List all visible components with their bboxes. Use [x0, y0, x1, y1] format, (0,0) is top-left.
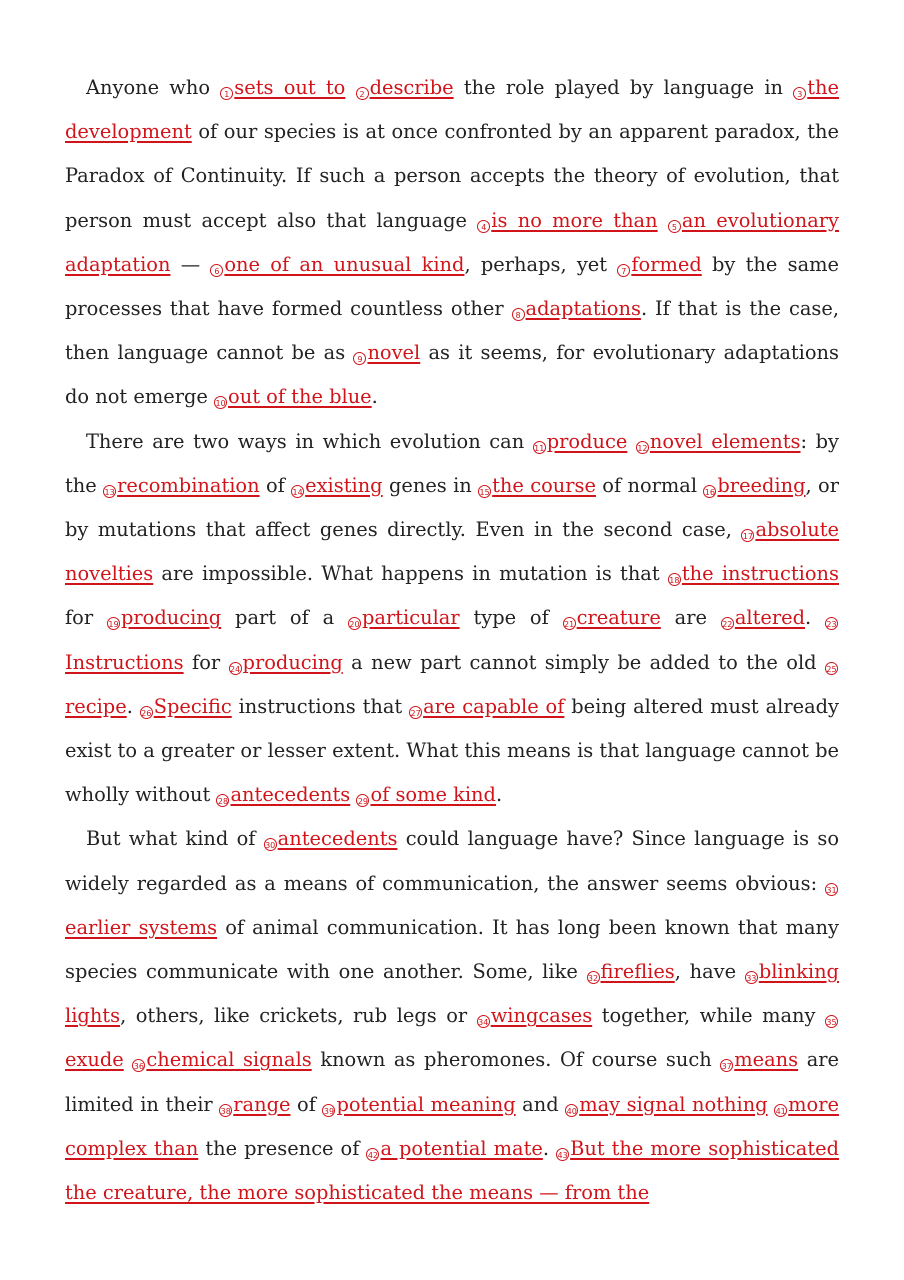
- marker-number-28: 28: [216, 794, 229, 807]
- marker-number-12: 12: [636, 441, 649, 454]
- marker-number-10: 10: [214, 396, 227, 409]
- marked-phrase-14: existing: [305, 473, 383, 497]
- marked-phrase-17: absolute novelties: [65, 518, 839, 586]
- text-run: as it seems, for evolutionary adaptations do not emerge: [65, 341, 839, 409]
- text-run: genes in: [382, 473, 479, 497]
- text-run: by the same processes that have formed countless other: [65, 252, 840, 321]
- marked-phrase-28: antecedents: [230, 783, 351, 807]
- marked-phrase-38: range: [233, 1092, 291, 1116]
- marker-number-13: 13: [103, 485, 116, 498]
- marked-phrase-19: producing: [120, 606, 222, 630]
- marked-phrase-8: adaptations: [525, 297, 641, 321]
- marked-phrase-31: earlier systems: [65, 915, 218, 939]
- marker-number-34: 34: [477, 1015, 490, 1028]
- text-run: [124, 1048, 133, 1071]
- text-run: for: [183, 650, 229, 674]
- marked-phrase-40: may signal nothing: [579, 1092, 768, 1116]
- marked-phrase-11: produce: [546, 429, 628, 453]
- marker-number-32: 32: [587, 971, 600, 984]
- marker-number-5: 5: [668, 220, 681, 233]
- text-run: of our species is at once confronted by an apparent paradox, the Paradox of Continuity. If such a person accepts the theory of evolution, that person must accept also that language: [65, 120, 839, 232]
- marker-number-39: 39: [322, 1104, 335, 1117]
- marker-number-24: 24: [229, 662, 242, 675]
- text-run: [627, 430, 636, 453]
- text-run: , perhaps, yet: [464, 252, 618, 276]
- marker-number-16: 16: [703, 485, 716, 498]
- text-run: .: [371, 385, 378, 409]
- text-run: instructions that: [231, 694, 410, 718]
- paragraph-2: [65, 420, 839, 818]
- marker-number-30: 30: [264, 838, 277, 851]
- marked-phrase-22: altered: [734, 606, 805, 630]
- text-run: Anyone who: [86, 76, 221, 99]
- marker-number-33: 33: [745, 971, 758, 984]
- marker-number-27: 27: [409, 706, 422, 719]
- text-run: , others, like crickets, rub legs or: [120, 1004, 477, 1028]
- text-run: known as pheromones. Of course such: [311, 1048, 721, 1072]
- marked-phrase-21: creature: [576, 606, 661, 630]
- marker-number-8: 8: [512, 308, 525, 321]
- marked-phrase-4: is no more than: [491, 208, 658, 232]
- marker-number-37: 37: [720, 1059, 733, 1072]
- text-run: There are two ways in which evolution can: [86, 429, 533, 453]
- marker-number-43: 43: [556, 1148, 569, 1161]
- text-run: .: [495, 783, 503, 807]
- text-run: and: [515, 1092, 566, 1116]
- marked-phrase-2: describe: [369, 76, 454, 99]
- marker-number-7: 7: [617, 264, 630, 277]
- text-run: .: [542, 1136, 557, 1160]
- marker-number-2: 2: [356, 87, 369, 100]
- marked-phrase-16: breeding: [717, 473, 806, 497]
- marked-phrase-41: more complex than: [65, 1092, 839, 1160]
- text-run: .: [805, 606, 825, 630]
- marked-phrase-5: an evolutionary adaptation: [65, 208, 840, 276]
- marked-phrase-1: sets out to: [234, 76, 346, 99]
- marker-number-14: 14: [291, 485, 304, 498]
- text-run: [345, 76, 355, 99]
- marked-phrase-29: of some kind: [370, 783, 496, 807]
- marker-number-19: 19: [107, 617, 120, 630]
- marker-number-25: 25: [825, 662, 838, 675]
- marked-phrase-25: recipe: [65, 694, 127, 718]
- marker-number-22: 22: [721, 617, 734, 630]
- marked-phrase-34: wingcases: [490, 1004, 593, 1028]
- text-run: being altered must already exist to a greater or lesser extent. What this means is that language cannot be wholly without: [65, 694, 840, 807]
- marker-number-9: 9: [353, 352, 366, 365]
- marked-phrase-15: the course: [492, 473, 596, 497]
- text-run: the presence of: [198, 1136, 367, 1160]
- text-run: , have: [674, 960, 745, 984]
- marker-number-6: 6: [210, 264, 223, 277]
- text-run: But what kind of: [86, 827, 264, 851]
- marked-phrase-23: Instructions: [65, 650, 184, 674]
- marker-number-40: 40: [565, 1104, 578, 1117]
- marked-phrase-32: fireflies: [600, 960, 675, 984]
- text-run: are: [660, 606, 721, 630]
- marked-phrase-33: blinking lights: [65, 960, 839, 1028]
- marker-number-23: 23: [825, 617, 838, 630]
- marker-number-42: 42: [366, 1148, 379, 1161]
- marked-phrase-30: antecedents: [277, 827, 398, 851]
- marker-number-15: 15: [478, 485, 491, 498]
- document-page: [65, 66, 839, 1215]
- text-run: part of a: [221, 606, 348, 630]
- marked-phrase-36: chemical signals: [146, 1048, 312, 1072]
- marker-number-38: 38: [219, 1104, 232, 1117]
- text-run: of: [290, 1092, 323, 1116]
- marked-phrase-9: novel: [367, 341, 421, 365]
- marked-phrase-13: recombination: [117, 473, 260, 497]
- marked-phrase-42: a potential mate: [380, 1136, 543, 1160]
- text-run: : by the: [65, 429, 839, 497]
- marked-phrase-27: are capable of: [423, 694, 565, 718]
- marker-number-20: 20: [348, 617, 361, 630]
- marked-phrase-10: out of the blue: [228, 385, 372, 409]
- marked-phrase-18: the instructions: [681, 562, 839, 586]
- text-run: a new part cannot simply be added to the old: [342, 650, 825, 674]
- marker-number-21: 21: [563, 617, 576, 630]
- marked-phrase-43: But the more sophisticated the creature, the more sophisticated the means — from the: [65, 1136, 840, 1205]
- marked-phrase-20: particular: [362, 606, 460, 630]
- text-run: together, while many: [592, 1004, 825, 1028]
- text-run: . If that is the case, then language cannot be as: [65, 297, 839, 365]
- marked-phrase-6: one of an unusual kind: [224, 252, 465, 276]
- marker-number-18: 18: [668, 573, 681, 586]
- text-run: are limited in their: [65, 1048, 839, 1116]
- marked-phrase-39: potential meaning: [336, 1092, 516, 1116]
- paragraph-3: [65, 817, 839, 1215]
- marker-number-36: 36: [132, 1059, 145, 1072]
- marker-number-35: 35: [825, 1015, 838, 1028]
- text-run: —: [170, 252, 211, 276]
- text-run: could language have? Since language is so widely regarded as a means of communication, the answer seems obvious:: [65, 827, 839, 895]
- text-run: .: [126, 694, 140, 718]
- marker-number-17: 17: [741, 529, 754, 542]
- marked-phrase-12: novel elements: [649, 429, 801, 453]
- marker-number-11: 11: [533, 441, 546, 454]
- marked-phrase-35: exude: [65, 1048, 124, 1072]
- text-run: [768, 1093, 775, 1116]
- marker-number-1: 1: [220, 87, 233, 100]
- marker-number-29: 29: [356, 794, 369, 807]
- text-run: of: [259, 473, 292, 497]
- marked-phrase-24: producing: [242, 650, 343, 674]
- marker-number-3: 3: [793, 87, 806, 100]
- text-run: [658, 209, 668, 232]
- marker-number-26: 26: [140, 706, 153, 719]
- text-run: of normal: [595, 473, 704, 497]
- marker-number-31: 31: [825, 883, 838, 896]
- text-run: , or by mutations that affect genes directly. Even in the second case,: [65, 473, 839, 542]
- text-run: the role played by language in: [453, 76, 794, 99]
- text-run: of animal communication. It has long been known that many species communicate with one another. Some, like: [65, 915, 839, 984]
- text-run: are impossible. What happens in mutation is that: [153, 562, 668, 586]
- marked-phrase-26: Specific: [153, 694, 232, 718]
- marker-number-4: 4: [477, 220, 490, 233]
- text-run: type of: [459, 606, 563, 630]
- text-run: for: [65, 606, 107, 630]
- marked-phrase-37: means: [734, 1048, 799, 1072]
- marker-number-41: 41: [774, 1104, 787, 1117]
- marked-phrase-3: the development: [65, 76, 840, 144]
- paragraph-1: [65, 66, 839, 420]
- marked-phrase-7: formed: [631, 252, 702, 276]
